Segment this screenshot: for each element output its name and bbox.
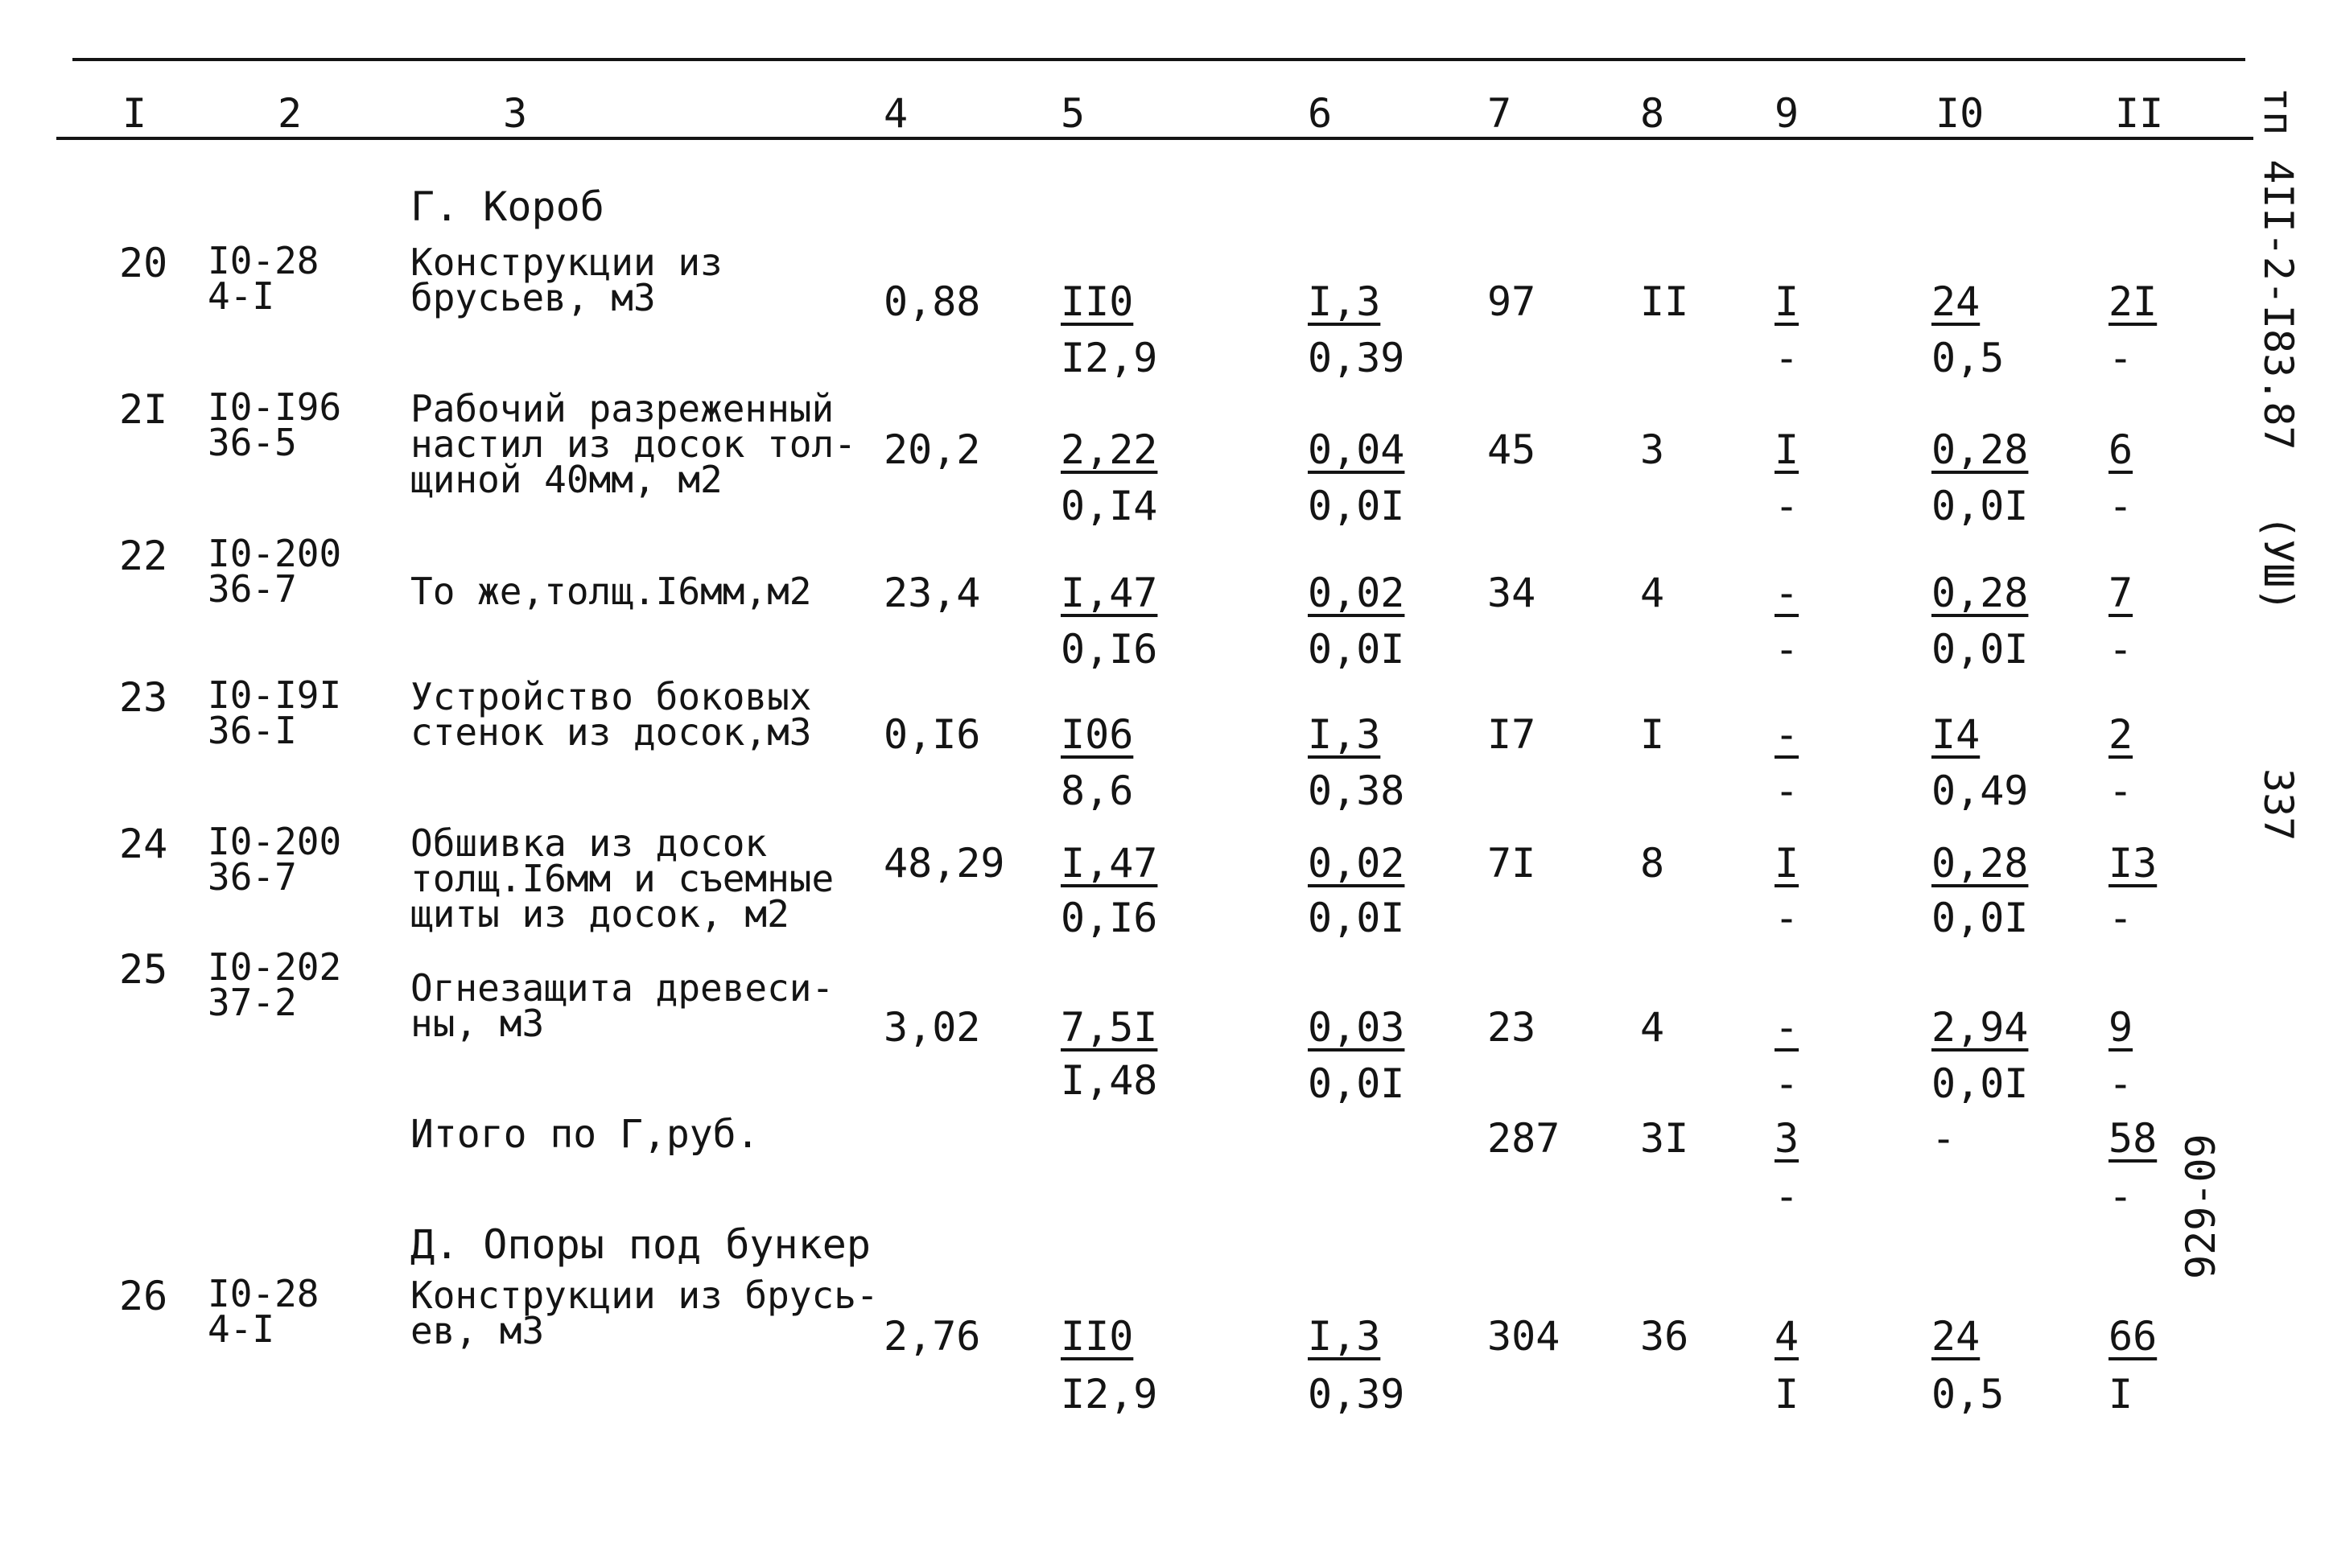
col9-top: I — [1775, 278, 1799, 325]
col-header-7: 7 — [1487, 90, 1512, 137]
labor-top: I,3 — [1308, 1313, 1381, 1360]
col10-top: 0,28 — [1931, 570, 2029, 616]
col9-bottom: - — [1775, 1060, 1799, 1107]
col10-bottom: 0,5 — [1931, 335, 2005, 381]
col10-top: 24 — [1931, 278, 1981, 325]
col-header-9: 9 — [1775, 90, 1799, 137]
col11-top: 2I — [2108, 278, 2158, 325]
col11-bottom: - — [2108, 1060, 2133, 1107]
col9-bottom: - — [1775, 483, 1799, 529]
quantity: 23,4 — [884, 570, 981, 616]
cost-total: I06 — [1061, 711, 1134, 758]
cost-wages: 0,I4 — [1061, 483, 1158, 529]
col11-bottom: - — [2108, 768, 2133, 814]
col11-top: 66 — [2108, 1313, 2158, 1360]
cost-wages: 0,I6 — [1061, 895, 1158, 941]
col8-value: 4 — [1640, 570, 1665, 616]
col9-top: - — [1775, 570, 1799, 616]
work-description: Устройство боковых стенок из досок,м3 — [410, 675, 812, 755]
col9-bottom: - — [1775, 626, 1799, 673]
labor-bottom: 0,39 — [1308, 335, 1405, 381]
cost-wages: I2,9 — [1061, 1371, 1158, 1418]
col8-value: 8 — [1640, 840, 1665, 887]
total-col7: 287 — [1487, 1115, 1560, 1162]
col11-bottom: I — [2108, 1371, 2133, 1418]
col10-bottom: 0,0I — [1931, 483, 2029, 529]
labor-top: 0,04 — [1308, 426, 1405, 473]
norm-code: I0-28 4-I — [208, 1272, 319, 1352]
doc-code: тп 4II-2-I83.87 — [2255, 87, 2302, 451]
col10-bottom: 0,49 — [1931, 768, 2029, 814]
col10-top: 0,28 — [1931, 840, 2029, 887]
cost-wages: 8,6 — [1061, 768, 1134, 814]
cost-total: I,47 — [1061, 570, 1158, 616]
row-number: 20 — [119, 240, 168, 286]
row-number: 23 — [119, 674, 168, 721]
row-number: 2I — [119, 386, 168, 433]
col10-bottom: 0,0I — [1931, 895, 2029, 941]
col-header-4: 4 — [884, 90, 909, 137]
total-col8: 3I — [1640, 1115, 1689, 1162]
col11-top: 7 — [2108, 570, 2133, 616]
norm-code: I0-I9I 36-I — [208, 673, 342, 753]
col10-bottom: 0,0I — [1931, 626, 2029, 673]
col-header-2: 2 — [278, 90, 303, 137]
header-rule — [56, 137, 2253, 140]
col11-bottom: - — [2108, 626, 2133, 673]
cost-wages: I,48 — [1061, 1057, 1158, 1104]
col9-bottom: - — [1775, 768, 1799, 814]
row-number: 22 — [119, 533, 168, 579]
col9-bottom: - — [1775, 335, 1799, 381]
col11-top: 9 — [2108, 1004, 2133, 1051]
norm-code: I0-28 4-I — [208, 239, 319, 319]
col10-bottom: 0,5 — [1931, 1371, 2005, 1418]
labor-top: 0,02 — [1308, 570, 1405, 616]
col7-value: I7 — [1487, 711, 1536, 758]
col10-top: 24 — [1931, 1313, 1981, 1360]
work-description: Обшивка из досок толщ.I6мм и съемные щиты из досок, м2 — [410, 821, 835, 936]
work-description: Конструкции из брусь- ев, м3 — [410, 1274, 879, 1353]
col9-top: - — [1775, 711, 1799, 758]
col8-value: I — [1640, 711, 1665, 758]
labor-top: 0,03 — [1308, 1004, 1405, 1051]
col-header-10: I0 — [1935, 90, 1985, 137]
cost-total: 7,5I — [1061, 1004, 1158, 1051]
norm-code: I0-202 37-2 — [208, 945, 342, 1025]
total-col9-top: 3 — [1775, 1115, 1799, 1162]
labor-bottom: 0,0I — [1308, 895, 1405, 941]
section-title-d: Д. Опоры под бункер — [410, 1221, 871, 1268]
volume-label: (УШ) — [2255, 515, 2302, 612]
cost-total: I,47 — [1061, 840, 1158, 887]
col7-value: 7I — [1487, 840, 1536, 887]
total-label: Итого по Г,руб. — [410, 1112, 760, 1157]
norm-code: I0-I96 36-5 — [208, 385, 342, 465]
quantity: 0,88 — [884, 278, 981, 325]
page-number: 337 — [2255, 768, 2302, 842]
col10-top: 0,28 — [1931, 426, 2029, 473]
cost-total: 2,22 — [1061, 426, 1158, 473]
col8-value: 36 — [1640, 1313, 1689, 1360]
col10-top: 2,94 — [1931, 1004, 2029, 1051]
cost-total: II0 — [1061, 1313, 1134, 1360]
row-number: 25 — [119, 946, 168, 993]
top-rule — [72, 58, 2245, 61]
col9-top: I — [1775, 426, 1799, 473]
quantity: 2,76 — [884, 1313, 981, 1360]
cost-wages: 0,I6 — [1061, 626, 1158, 673]
total-col10: - — [1931, 1115, 1956, 1162]
col7-value: 23 — [1487, 1004, 1536, 1051]
work-description: Огнезащита древеси- ны, м3 — [410, 966, 835, 1046]
quantity: 48,29 — [884, 840, 1005, 887]
col8-value: II — [1640, 278, 1689, 325]
col9-top: 4 — [1775, 1313, 1799, 1360]
col8-value: 3 — [1640, 426, 1665, 473]
col11-top: 6 — [2108, 426, 2133, 473]
col-header-3: 3 — [503, 90, 528, 137]
total-col9-bottom: - — [1775, 1173, 1799, 1220]
col11-bottom: - — [2108, 895, 2133, 941]
labor-bottom: 0,0I — [1308, 1060, 1405, 1107]
col7-value: 304 — [1487, 1313, 1560, 1360]
col10-bottom: 0,0I — [1931, 1060, 2029, 1107]
cost-wages: I2,9 — [1061, 335, 1158, 381]
col7-value: 97 — [1487, 278, 1536, 325]
col-header-8: 8 — [1640, 90, 1665, 137]
total-col11-top: 58 — [2108, 1115, 2158, 1162]
quantity: 20,2 — [884, 426, 981, 473]
col11-top: I3 — [2108, 840, 2158, 887]
col11-bottom: - — [2108, 483, 2133, 529]
col9-bottom: I — [1775, 1371, 1799, 1418]
work-description: Конструкции из брусьев, м3 — [410, 241, 723, 320]
labor-top: I,3 — [1308, 711, 1381, 758]
col7-value: 45 — [1487, 426, 1536, 473]
quantity: 0,I6 — [884, 711, 981, 758]
norm-code: I0-200 36-7 — [208, 532, 342, 611]
col9-top: I — [1775, 840, 1799, 887]
col-header-1: I — [122, 90, 147, 137]
col-header-5: 5 — [1061, 90, 1086, 137]
sheet-code: 929-09 — [2178, 1134, 2224, 1279]
row-number: 26 — [119, 1273, 168, 1319]
labor-bottom: 0,38 — [1308, 768, 1405, 814]
quantity: 3,02 — [884, 1004, 981, 1051]
work-description: То же,толщ.I6мм,м2 — [410, 570, 812, 613]
col-header-11: II — [2115, 90, 2164, 137]
col7-value: 34 — [1487, 570, 1536, 616]
labor-top: I,3 — [1308, 278, 1381, 325]
labor-bottom: 0,0I — [1308, 626, 1405, 673]
col11-bottom: - — [2108, 335, 2133, 381]
cost-total: II0 — [1061, 278, 1134, 325]
row-number: 24 — [119, 821, 168, 867]
labor-bottom: 0,39 — [1308, 1371, 1405, 1418]
labor-top: 0,02 — [1308, 840, 1405, 887]
norm-code: I0-200 36-7 — [208, 820, 342, 899]
total-col11-bottom: - — [2108, 1173, 2133, 1220]
col-header-6: 6 — [1308, 90, 1333, 137]
col11-top: 2 — [2108, 711, 2133, 758]
col9-top: - — [1775, 1004, 1799, 1051]
section-title-g: Г. Короб — [410, 183, 604, 230]
col9-bottom: - — [1775, 895, 1799, 941]
col8-value: 4 — [1640, 1004, 1665, 1051]
labor-bottom: 0,0I — [1308, 483, 1405, 529]
work-description: Рабочий разреженный настил из досок тол- щиной 40мм, м2 — [410, 387, 856, 502]
col10-top: I4 — [1931, 711, 1981, 758]
